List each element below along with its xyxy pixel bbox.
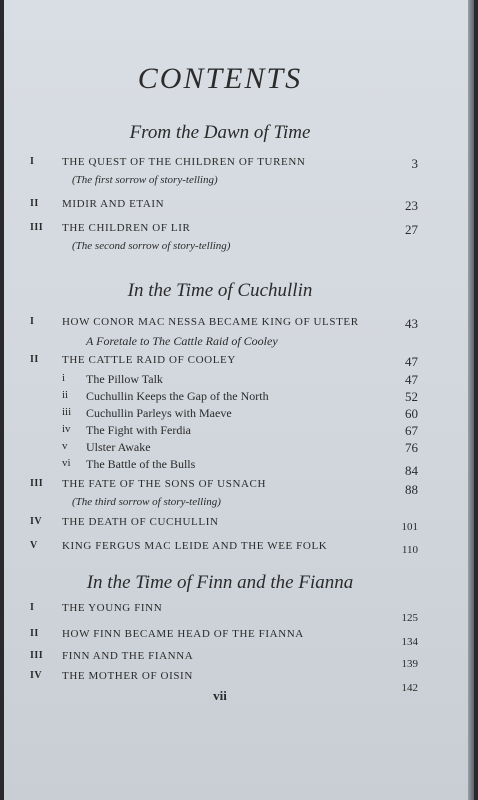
entry-page: 27 [405,222,418,237]
chapter-number: i [62,372,66,384]
entry-page: 142 [401,682,418,694]
chapter-page: 52 [405,389,418,404]
entry-title: THE DEATH OF CUCHULLIN [62,516,219,528]
entry-number: I [30,156,35,167]
entry-title: THE CATTLE RAID OF COOLEY [62,354,236,366]
toc-entry[interactable] [4,478,424,497]
chapter-title: Cuchullin Keeps the Gap of the North [86,389,269,403]
toc-entry[interactable] [4,602,424,624]
entry-number: III [30,650,44,661]
entry-title: THE CHILDREN OF LIR [62,222,191,234]
entry-number: I [30,316,35,327]
chapter-page: 76 [405,440,418,455]
toc-chapter[interactable] [4,440,424,456]
entry-page: 134 [401,636,418,648]
chapter-title: The Fight with Ferdia [86,423,191,437]
chapter-page: 60 [405,406,418,421]
entry-title: FINN AND THE FIANNA [62,650,194,662]
toc-note [4,240,424,256]
entry-title: KING FERGUS MAC LEIDE AND THE WEE FOLK [62,540,328,552]
chapter-page: 67 [405,423,418,438]
toc-entry[interactable] [4,316,424,332]
entry-number: II [30,198,39,209]
chapter-number: v [62,440,68,452]
entry-number: V [30,540,38,551]
book-page [4,0,474,800]
toc-entry[interactable] [4,628,424,648]
entry-title: HOW FINN BECAME HEAD OF THE FIANNA [62,628,304,640]
chapter-page: 47 [405,372,418,387]
chapter-number: vi [62,457,71,469]
chapter-page: 84 [405,463,418,478]
page-number-folio: vii [213,688,227,703]
chapter-title: The Battle of the Bulls [86,457,196,471]
entry-page: 139 [401,658,418,670]
chapter-title: Cuchullin Parleys with Maeve [86,406,232,420]
toc-entry[interactable] [4,516,424,532]
entry-title: THE QUEST OF THE CHILDREN OF TURENN [62,156,306,168]
entry-number: III [30,222,44,233]
entry-title: HOW CONOR MAC NESSA BECAME KING OF ULSTER [62,316,359,328]
section-title-dawn: From the Dawn of Time [129,122,311,143]
chapter-number: ii [62,389,69,401]
entry-note: (The first sorrow of story-telling) [72,174,218,186]
entry-page: 47 [405,354,418,369]
toc-entry[interactable] [4,156,424,172]
entry-note: A Foretale to The Cattle Raid of Cooley [86,334,278,348]
toc-chapter[interactable] [4,423,424,439]
section-title-cuchullin: In the Time of Cuchullin [127,280,313,301]
entry-number: III [30,478,44,489]
entry-title: THE FATE OF THE SONS OF USNACH [62,478,267,490]
entry-page: 101 [401,521,418,533]
toc-note [4,496,424,512]
entry-page: 125 [401,612,418,624]
entry-number: II [30,354,39,365]
toc-entry[interactable] [4,354,424,370]
entry-note: (The third sorrow of story-telling) [72,496,221,508]
entry-note: (The second sorrow of story-telling) [72,240,231,252]
chapter-title: Ulster Awake [86,440,151,454]
toc-chapter[interactable] [4,457,424,478]
chapter-title: The Pillow Talk [86,372,163,386]
entry-number: I [30,602,35,613]
entry-number: IV [30,516,43,527]
entry-number: IV [30,670,43,681]
toc-note [4,334,424,350]
toc-chapter[interactable] [4,406,424,422]
chapter-number: iii [62,406,72,418]
chapter-number: iv [62,423,71,435]
toc-entry[interactable] [4,222,424,238]
entry-page: 23 [405,198,418,213]
entry-title: MIDIR AND ETAIN [62,198,165,210]
toc-chapter[interactable] [4,389,424,405]
entry-page: 43 [405,316,418,331]
toc-entry[interactable] [4,650,424,670]
entry-page: 3 [411,156,418,171]
toc-entry[interactable] [4,540,424,556]
section-title-finn: In the Time of Finn and the Fianna [86,572,354,593]
entry-page: 110 [401,544,418,556]
toc-entry[interactable] [4,198,424,214]
entry-title: THE YOUNG FINN [62,602,163,614]
toc-chapter[interactable] [4,372,424,388]
page-title: CONTENTS [137,62,303,95]
toc-entry[interactable] [4,670,424,694]
toc-note [4,174,424,190]
entry-number: II [30,628,39,639]
entry-title: THE MOTHER OF OISIN [62,670,193,682]
book-spine-shadow [468,0,474,800]
entry-page: 88 [405,482,418,497]
